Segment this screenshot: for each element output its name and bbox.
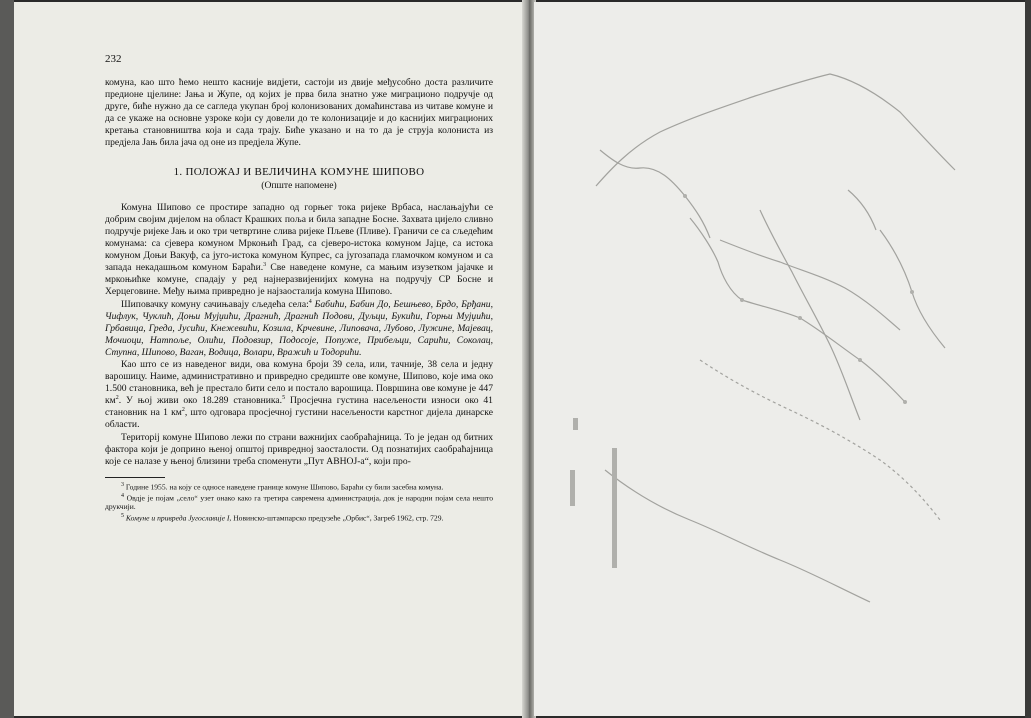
paragraph-traffic: Територij комуне Шипово лежи по страни важнијих саобраћајница. То је један од битних фактора који је доприно њеној општој привредној заосталости. Од познатијих саобраћајница које се налазе у њеној близини треба споменути „Пут АВНОЈ-а“, који про- <box>105 431 493 467</box>
km2-superscript-2: 2 <box>181 407 185 414</box>
villages-list: Бабићи, Бабин До, Бешњево, Брдо, Брђани, Чифлук, Чуклић, Доњи Мујџићи, Драгнић, Драгнић Подови, Дуљци, Букићи, Горњи Мујџићи, Грбавица, Греда, Јусићи, Кнежевићи, Козила, Крчевине, Липовача, Лубово, Лужине, Мајевац, Мочиоци, Натпоље, Олићи, Подовзир, Подосоје, Попуже, Прибељци, Сарићи, Соколац, Ступна, Шипово, Ваган, Водица, Волари, Вражић и Тодорићи. <box>105 298 493 358</box>
km2-superscript: 2 <box>115 395 119 402</box>
section-heading: 1. ПОЛОЖАЈ И ВЕЛИЧИНА КОМУНЕ ШИПОВО <box>173 165 425 178</box>
map-settlement-dot <box>903 400 907 404</box>
map-valley-line <box>720 240 900 330</box>
map-settlement-dot <box>740 298 744 302</box>
population-start: Као што се из наведеног види, ова комуна броји 39 села, или, тачније, 38 села и једну варошицу. Наиме, административно и привредно средиште ове комуне, Шипово, које има око 1.500 становника, већ је престало бити село и постало варошица. Површина ове комуне је 447 км <box>105 358 493 407</box>
map-border-line <box>596 74 955 186</box>
map-stream-line <box>880 230 945 348</box>
paragraph-location-end: Све наведене комуне, са мањим изузетком јајачке и мркоњићке комуне, спадају у ред најнеразвијенијих комуна на подручју СР Босне и Херцеговине. Међу њима привредно је најзаосталија комуна Шипово. <box>105 262 493 298</box>
map-settlement-dot <box>798 316 802 320</box>
footnote-4-number: 4 <box>121 492 124 499</box>
paragraph-location-text: Комуна Шипово се простире западно од горњег тока ријеке Врбаса, наслањајући се добрим својим дијелом на област Крашких поља и била западне Босне. Захвата цијело сливно подручје ријеке Јањ и око три четвртине слива ријеке Пљеве (Пливе). Граничи се са сљедећим комунама: са сјевера комуном Мркоњић Град, са сјеверо-истока комуном Јајце, са истока комуном Доњи Вакуф, са југо-истока комуном Купрес, са југозапада гламочком комуном и са запада некадашњом комуном Бараћи. <box>105 201 493 274</box>
map-label-mark <box>570 470 575 506</box>
footnote-5-number: 5 <box>121 512 124 519</box>
map-label-mark <box>612 448 617 568</box>
map-border-line-south <box>605 470 870 602</box>
footnote-ref-3: 3 <box>263 262 267 269</box>
map-route-line <box>760 210 860 420</box>
footnote-ref-4: 4 <box>308 298 312 305</box>
map-river-line-2 <box>600 150 710 238</box>
footnote-5-rest: , Новинско-штампарско предузеће „Орбис“, Загреб 1962, стр. 729. <box>229 513 444 523</box>
page-number: 232 <box>105 53 122 65</box>
villages-intro: Шиповачку комуну сачињавају сљедећа села: <box>121 298 309 310</box>
population-mid: . У њој живи око 18.289 становника. <box>118 395 283 407</box>
map-settlement-dot <box>858 358 862 362</box>
population-mid2: Просјечна густина насељености износи око 41 становник на 1 км <box>105 395 493 419</box>
intro-paragraph: комуна, као што ћемо нешто касније видјети, састоји из двије међусобно доста различите предионе цјелине: Јања и Жупе, од којих је прва била знатно уже миграционо подручје од друге, биће нужно да се сагледа укупан број колонизованих домаћинстава из читаве комуне и да се укаже на основне узроке који су довели до те колонизације и до каснијих миграционих кретања становништва која и сада трају. Биће указано и на то да је струја колониста из предјела Јањ била јача од оне из предјела Жупе. <box>105 77 493 149</box>
map-settlement-dot <box>910 290 914 294</box>
population-end: , што одговара просјечној густини насељености карстног дијела динарске области. <box>105 407 493 431</box>
map-dashed-route <box>700 360 940 520</box>
section-subheading: (Опште напомене) <box>261 179 337 191</box>
map-settlement-dot <box>683 194 687 198</box>
footnote-3-number: 3 <box>121 481 124 488</box>
footnote-3-text: Године 1955. на коју се односе наведене границе комуне Шипово, Бараћи су били засебна комуна. <box>124 482 444 492</box>
footnote-ref-5: 5 <box>282 395 286 402</box>
map-stream-line-2 <box>848 190 876 230</box>
footnote-5-title: Комуне и привреда Југославије I <box>125 513 230 523</box>
footnote-4-text: Овдје је појам „село“ узет онако како га третира савремена администрација, док је народни појам села нешто друкчији. <box>105 493 493 512</box>
map-label-mark <box>573 418 578 430</box>
